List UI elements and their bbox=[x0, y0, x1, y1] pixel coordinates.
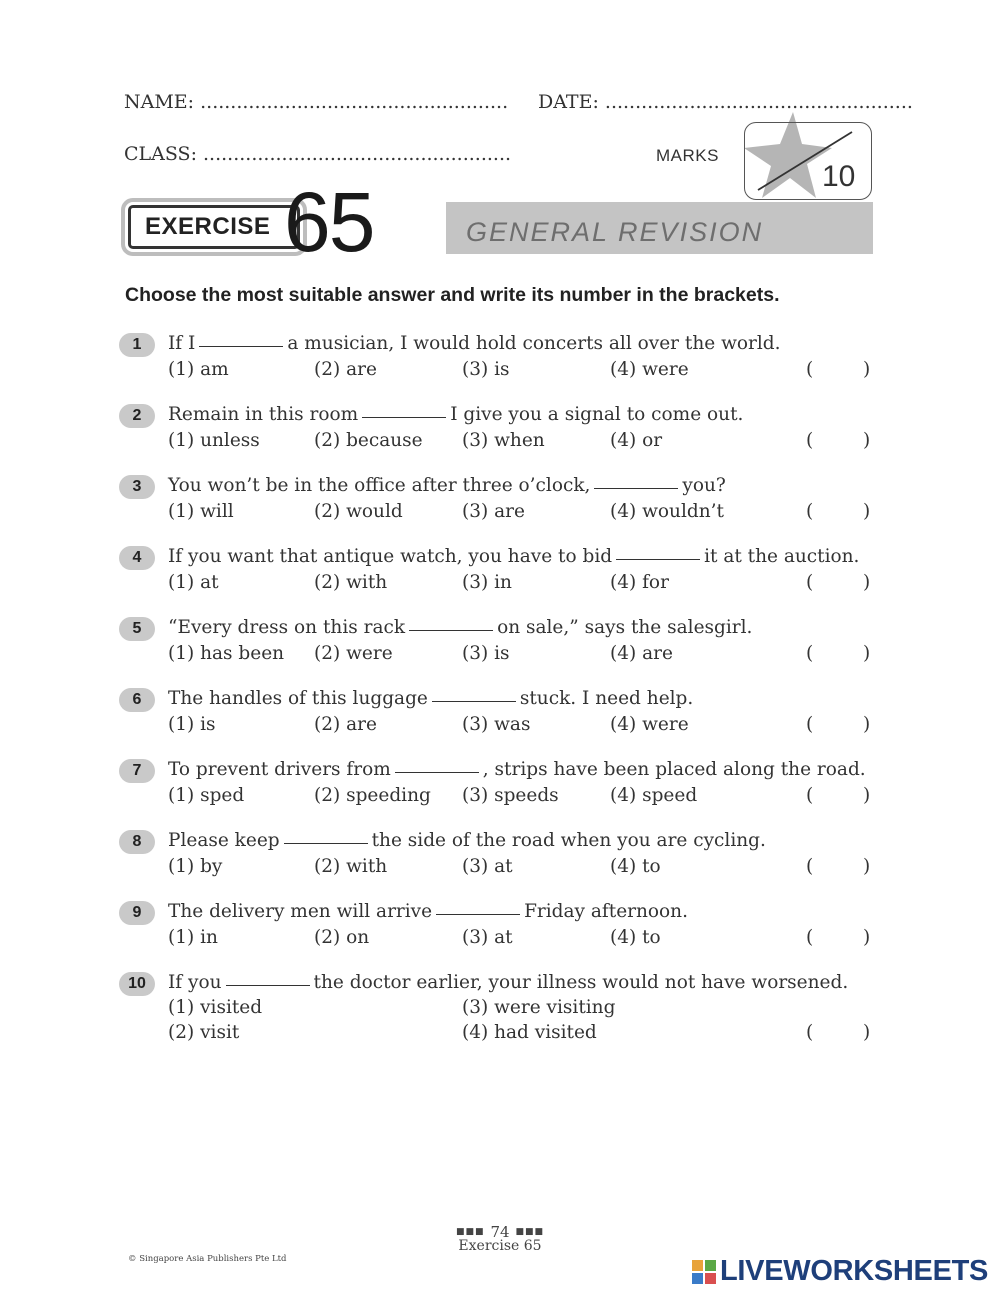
question-text bbox=[168, 546, 859, 567]
answer-bracket-open: ( bbox=[806, 572, 814, 593]
answer-input[interactable] bbox=[818, 784, 860, 808]
option-3: (3) at bbox=[462, 927, 513, 948]
question-stem: If I bbox=[168, 333, 196, 354]
page-ornament-left: ■■■ bbox=[455, 1227, 485, 1237]
question-number: 10 bbox=[119, 972, 155, 996]
name-field[interactable]: NAME: ................................................... bbox=[124, 91, 509, 113]
question-number: 6 bbox=[119, 688, 155, 712]
answer-bracket-close: ) bbox=[863, 572, 871, 593]
question-text bbox=[168, 901, 688, 922]
question-text bbox=[168, 617, 752, 638]
answer-bracket-open: ( bbox=[806, 714, 814, 735]
option-1: (1) has been bbox=[168, 643, 285, 664]
option-3: (3) is bbox=[462, 359, 510, 380]
question-number: 7 bbox=[119, 759, 155, 783]
answer-input[interactable] bbox=[818, 1021, 860, 1045]
question-stem-end: stuck. I need help. bbox=[519, 688, 694, 709]
answer-blank bbox=[199, 346, 283, 347]
liveworksheets-text: LIVEWORKSHEETS bbox=[720, 1255, 989, 1287]
option-2: (2) were bbox=[314, 643, 393, 664]
option-3: (3) is bbox=[462, 643, 510, 664]
answer-bracket-close: ) bbox=[863, 714, 871, 735]
question-number: 5 bbox=[119, 617, 155, 641]
answer-bracket-open: ( bbox=[806, 785, 814, 806]
option-1: (1) sped bbox=[168, 785, 245, 806]
answer-input[interactable] bbox=[818, 500, 860, 524]
question-text bbox=[168, 972, 848, 993]
option-4: (4) wouldn’t bbox=[610, 501, 724, 522]
answer-bracket-open: ( bbox=[806, 359, 814, 380]
option-1: (1) in bbox=[168, 927, 218, 948]
answer-bracket-close: ) bbox=[863, 501, 871, 522]
question-stem: Remain in this room bbox=[168, 404, 359, 425]
option-1: (1) will bbox=[168, 501, 234, 522]
answer-blank bbox=[284, 843, 368, 844]
answer-input[interactable] bbox=[818, 429, 860, 453]
answer-bracket-open: ( bbox=[806, 856, 814, 877]
answer-bracket-close: ) bbox=[863, 856, 871, 877]
page-number: 74 bbox=[490, 1223, 510, 1241]
question-stem-end: the doctor earlier, your illness would not have worsened. bbox=[313, 972, 849, 993]
question-stem: If you want that antique watch, you have to bid bbox=[168, 546, 613, 567]
option-3: (3) when bbox=[462, 430, 545, 451]
question-stem: “Every dress on this rack bbox=[168, 617, 406, 638]
option-2: (2) with bbox=[314, 572, 388, 593]
answer-blank bbox=[616, 559, 700, 560]
answer-input[interactable] bbox=[818, 358, 860, 382]
question-stem-end: on sale,” says the salesgirl. bbox=[497, 617, 753, 638]
instruction-text: Choose the most suitable answer and write its number in the brackets. bbox=[125, 284, 780, 306]
question-stem-end: Friday afternoon. bbox=[524, 901, 688, 922]
answer-blank bbox=[226, 985, 310, 986]
question-stem: If you bbox=[168, 972, 222, 993]
option-4: (4) to bbox=[610, 856, 661, 877]
question-stem-end: the side of the road when you are cycling. bbox=[371, 830, 766, 851]
question-text bbox=[168, 333, 781, 354]
option-2: (2) are bbox=[314, 359, 377, 380]
option-1: (1) at bbox=[168, 572, 219, 593]
question-stem-end: you? bbox=[682, 475, 726, 496]
question-text bbox=[168, 830, 766, 851]
option-1: (1) am bbox=[168, 359, 229, 380]
question-number: 2 bbox=[119, 404, 155, 428]
answer-bracket-open: ( bbox=[806, 430, 814, 451]
answer-bracket-close: ) bbox=[863, 359, 871, 380]
option-3: (3) was bbox=[462, 714, 531, 735]
answer-input[interactable] bbox=[818, 926, 860, 950]
exercise-title: GENERAL REVISION bbox=[466, 217, 764, 247]
answer-bracket-open: ( bbox=[806, 501, 814, 522]
answer-input[interactable] bbox=[818, 642, 860, 666]
exercise-number: 65 bbox=[284, 175, 374, 269]
question-text bbox=[168, 759, 866, 780]
question-number: 9 bbox=[119, 901, 155, 925]
answer-bracket-close: ) bbox=[863, 430, 871, 451]
option-4: (4) for bbox=[610, 572, 669, 593]
question-stem: To prevent drivers from bbox=[168, 759, 391, 780]
option-4: (4) are bbox=[610, 643, 673, 664]
question-stem: The handles of this luggage bbox=[168, 688, 428, 709]
answer-input[interactable] bbox=[818, 571, 860, 595]
option-3: (3) at bbox=[462, 856, 513, 877]
answer-blank bbox=[436, 914, 520, 915]
liveworksheets-icon bbox=[692, 1260, 716, 1284]
answer-bracket-open: ( bbox=[806, 927, 814, 948]
marks-label: MARKS bbox=[656, 146, 719, 165]
answer-bracket-close: ) bbox=[863, 785, 871, 806]
option-4: (4) or bbox=[610, 430, 663, 451]
option-2: (2) on bbox=[314, 927, 370, 948]
answer-bracket-close: ) bbox=[863, 1022, 871, 1043]
marks-total: 10 bbox=[822, 160, 856, 193]
option-1: (1) is bbox=[168, 714, 216, 735]
copyright: © Singapore Asia Publishers Pte Ltd bbox=[128, 1254, 287, 1264]
option-4: (4) were bbox=[610, 714, 689, 735]
option-4: (4) to bbox=[610, 927, 661, 948]
option-1: (1) by bbox=[168, 856, 223, 877]
option-4: (4) speed bbox=[610, 785, 698, 806]
question-stem-end: , strips have been placed along the road. bbox=[482, 759, 866, 780]
answer-blank bbox=[395, 772, 479, 773]
answer-blank bbox=[432, 701, 516, 702]
question-stem-end: it at the auction. bbox=[704, 546, 860, 567]
answer-input[interactable] bbox=[818, 713, 860, 737]
exercise-label: EXERCISE bbox=[145, 213, 271, 240]
answer-input[interactable] bbox=[818, 855, 860, 879]
page-ornament-right: ■■■ bbox=[515, 1227, 545, 1237]
option-4: (4) were bbox=[610, 359, 689, 380]
option-1: (1) visited bbox=[168, 997, 263, 1018]
class-field[interactable]: CLASS: ................................................... bbox=[124, 143, 512, 165]
option-2: (2) would bbox=[314, 501, 403, 522]
question-stem: You won’t be in the office after three o’clock, bbox=[168, 475, 591, 496]
answer-bracket-close: ) bbox=[863, 643, 871, 664]
question-stem: Please keep bbox=[168, 830, 280, 851]
option-3: (3) in bbox=[462, 572, 512, 593]
answer-blank bbox=[362, 417, 446, 418]
question-text bbox=[168, 688, 693, 709]
option-3: (3) speeds bbox=[462, 785, 559, 806]
option-2: (2) visit bbox=[168, 1022, 240, 1043]
question-stem-end: a musician, I would hold concerts all over the world. bbox=[287, 333, 781, 354]
question-text bbox=[168, 475, 726, 496]
question-stem-end: I give you a signal to come out. bbox=[450, 404, 744, 425]
liveworksheets-logo[interactable] bbox=[692, 1255, 988, 1288]
answer-bracket-close: ) bbox=[863, 927, 871, 948]
exercise-ref: Exercise 65 bbox=[458, 1238, 542, 1254]
answer-blank bbox=[594, 488, 678, 489]
question-number: 4 bbox=[119, 546, 155, 570]
question-stem: The delivery men will arrive bbox=[168, 901, 433, 922]
question-text bbox=[168, 404, 743, 425]
option-2: (2) because bbox=[314, 430, 423, 451]
option-2: (2) with bbox=[314, 856, 388, 877]
option-3: (3) were visiting bbox=[462, 997, 616, 1018]
exercise-label-box bbox=[128, 205, 300, 249]
answer-bracket-open: ( bbox=[806, 643, 814, 664]
question-number: 8 bbox=[119, 830, 155, 854]
answer-blank bbox=[409, 630, 493, 631]
question-number: 1 bbox=[119, 333, 155, 357]
option-1: (1) unless bbox=[168, 430, 260, 451]
option-2: (2) are bbox=[314, 714, 377, 735]
option-4: (4) had visited bbox=[462, 1022, 597, 1043]
option-3: (3) are bbox=[462, 501, 525, 522]
answer-bracket-open: ( bbox=[806, 1022, 814, 1043]
option-2: (2) speeding bbox=[314, 785, 431, 806]
date-field[interactable]: DATE: ................................................... bbox=[538, 91, 913, 113]
question-number: 3 bbox=[119, 475, 155, 499]
